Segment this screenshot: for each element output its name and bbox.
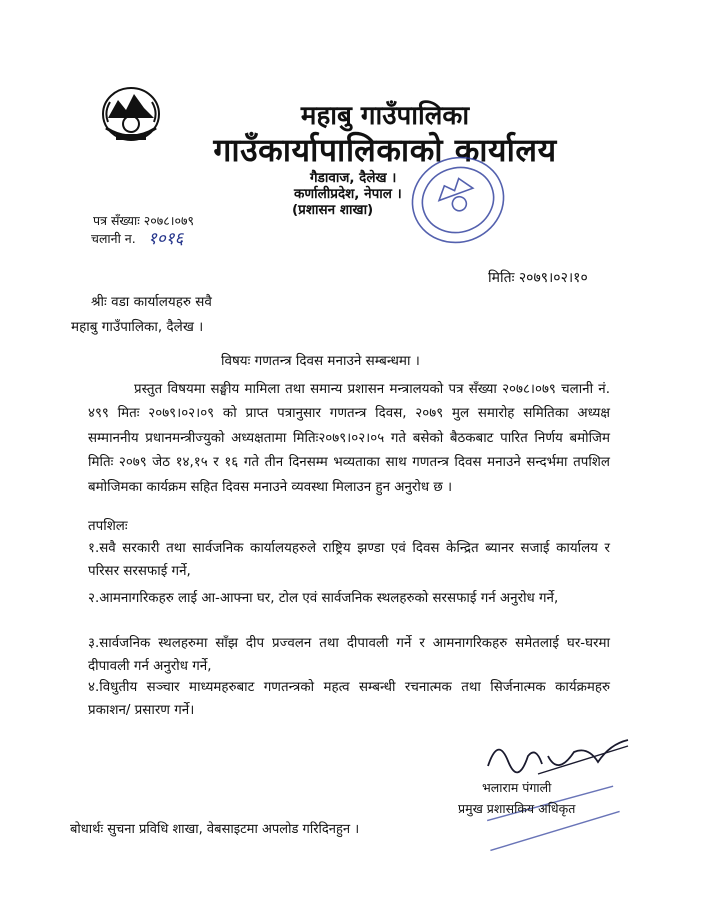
- details-label: तपशिलः: [88, 519, 128, 534]
- org-name: महाबु गाउँपालिका: [300, 101, 470, 131]
- address-line: गैडावाज, दैलेख ।: [310, 170, 397, 186]
- address-province: कर्णालीप्रदेश, नेपाल ।: [294, 186, 402, 202]
- office-title: गाउँकार्यापालिकाको कार्यालय: [213, 131, 557, 169]
- body-paragraph: प्रस्तुत विषयमा सङ्घीय मामिला तथा समान्य प्रशासन मन्त्रालयको पत्र सँख्या २०७८।०७९ चलानी नं. ४९९ मितः २०७९।०२।०९ को प्राप्त पत्रानुसार गणतन्त्र दिवस, २०७९ मुल समारोह समितिका अध्यक्ष सम्माननीय प्रधानमन्त्रीज्युको अध्यक्षतामा मितिः२०७९।०२।०५ गते बसेको बैठकबाट पारित निर्णय बमोजिम मितिः २०७९ जेठ १४,१५ र १६ गते तीन दिनसम्म भव्यताका साथ गणतन्त्र दिवस मनाउने सन्दर्भमा तपशिल बमोजिमका कार्यक्रम सहित दिवस मनाउने व्यवस्था मिलाउन हुन अनुरोध छ ।: [88, 382, 610, 495]
- recipient-address: महाबु गाउँपालिका, दैलेख ।: [71, 319, 204, 335]
- list-item: ३.सार्वजनिक स्थलहरुमा साँझ दीप प्रज्वलन तथा दीपावली गर्ने र आमनागरिकहरु समेतलाई घर-घरमा दीपावली गर्न अनुरोध गर्ने,: [88, 636, 610, 674]
- section-name: (प्रशासन शाखा): [292, 202, 374, 218]
- cc-line: बोधार्थः सुचना प्रविधि शाखा, वेबसाइटमा अपलोड गरिदिनहुन ।: [70, 822, 360, 837]
- list-item: ४.विधुतीय सञ्चार माध्यमहरुबाट गणतन्त्रको महत्व सम्बन्धी रचनात्मक तथा सिर्जनात्मक कार्यक्रमहरु प्रकाशन/ प्रसारण गर्ने।: [88, 680, 610, 718]
- office-stamp-icon: [406, 150, 510, 250]
- signatory-name: भलाराम पंगाली: [482, 780, 552, 795]
- letter-subject: विषयः गणतन्त्र दिवस मनाउने सम्बन्धमा ।: [221, 353, 420, 369]
- dispatch-number: १०१६: [148, 229, 184, 249]
- dispatch-label: चलानी न.: [91, 231, 136, 246]
- recipient-line: श्रीः वडा कार्यालयहरु सवै: [91, 294, 212, 310]
- list-item: १.सवै सरकारी तथा सार्वजनिक कार्यालयहरुले राष्ट्रिय झण्डा एवं दिवस केन्द्रित ब्यानर सजाई कार्यालय र परिसर सरसफाई गर्ने,: [88, 541, 610, 579]
- signatory-title: प्रमुख प्रशासकिय अधिकृत: [458, 801, 576, 816]
- list-item: २.आमनागरिकहरु लाई आ-आफ्ना घर, टोल एवं सार्वजनिक स्थलहरुको सरसफाई गर्न अनुरोध गर्ने,: [88, 591, 559, 606]
- letter-date: मितिः २०७९।०२।१०: [488, 270, 588, 286]
- letter-number: पत्र सँख्याः २०७८।०७९: [93, 213, 194, 228]
